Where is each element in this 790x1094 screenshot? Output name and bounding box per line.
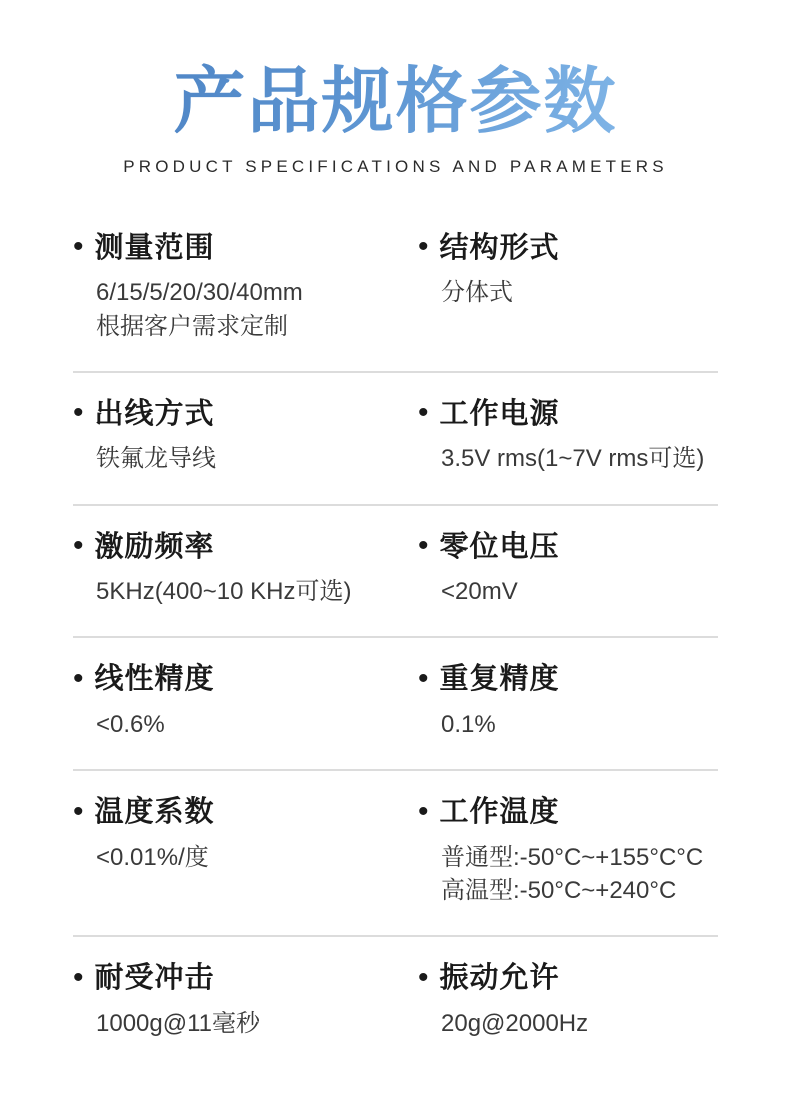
spec-item (73, 662, 418, 741)
spec-item (418, 530, 718, 609)
bullet-icon: • (73, 794, 84, 828)
spec-row (73, 771, 718, 937)
page-subtitle: PRODUCT SPECIFICATIONS AND PARAMETERS (123, 156, 668, 176)
spec-item (73, 231, 418, 343)
bullet-icon: • (418, 528, 429, 562)
bullet-icon: • (73, 960, 84, 994)
spec-row (73, 207, 718, 373)
spec-value: 6/15/5/20/30/40mm (96, 279, 303, 307)
spec-heading (73, 961, 418, 996)
spec-item (418, 231, 718, 343)
spec-row (73, 638, 718, 771)
spec-heading (73, 530, 418, 565)
spec-value: <0.01%/度 (96, 844, 209, 872)
spec-heading (418, 530, 718, 565)
spec-row (73, 937, 718, 1068)
spec-values (73, 276, 418, 342)
spec-item (418, 961, 718, 1040)
bullet-icon: • (418, 960, 429, 994)
page-title: 产品规格参数 (73, 62, 718, 143)
spec-value: 根据客户需求定制 (96, 312, 288, 340)
spec-item (73, 530, 418, 609)
spec-label: 工作温度 (439, 796, 560, 829)
spec-item (418, 662, 718, 741)
bullet-icon: • (73, 230, 84, 264)
spec-values (418, 708, 718, 741)
bullet-icon: • (418, 661, 429, 695)
spec-heading (73, 231, 418, 266)
bullet-icon: • (418, 230, 429, 264)
spec-label: 结构形式 (439, 231, 560, 264)
spec-heading (418, 662, 718, 697)
spec-values (418, 276, 718, 309)
bullet-icon: • (418, 396, 429, 430)
spec-heading (73, 795, 418, 830)
spec-item (418, 795, 718, 907)
spec-values (418, 841, 718, 907)
page-header (73, 0, 718, 177)
spec-label: 激励频率 (94, 530, 215, 563)
spec-heading (418, 795, 718, 830)
spec-value: 0.1% (441, 711, 496, 739)
spec-value: 5KHz(400~10 KHz可选) (96, 578, 352, 606)
spec-label: 温度系数 (94, 796, 215, 829)
spec-value: 高温型:-50°C~+240°C (441, 877, 677, 905)
spec-heading (418, 961, 718, 996)
spec-value: <0.6% (96, 711, 165, 739)
spec-values (73, 575, 418, 608)
spec-values (418, 442, 718, 475)
spec-value: 铁氟龙导线 (96, 445, 216, 473)
bullet-icon: • (73, 396, 84, 430)
spec-value: 分体式 (441, 279, 513, 307)
spec-label: 耐受冲击 (94, 962, 215, 995)
spec-value: 3.5V rms(1~7V rms可选) (441, 445, 705, 473)
spec-heading (73, 662, 418, 697)
spec-heading (418, 231, 718, 266)
spec-item (418, 397, 718, 476)
spec-values (73, 1007, 418, 1040)
spec-values (418, 1007, 718, 1040)
spec-row (73, 506, 718, 639)
spec-value: 普通型:-50°C~+155°C°C (441, 844, 704, 872)
spec-list (73, 207, 718, 1069)
spec-heading (73, 397, 418, 432)
spec-item (73, 961, 418, 1040)
spec-label: 振动允许 (439, 962, 560, 995)
spec-label: 测量范围 (94, 231, 215, 264)
spec-values (418, 575, 718, 608)
spec-item (73, 795, 418, 907)
spec-item (73, 397, 418, 476)
bullet-icon: • (73, 661, 84, 695)
spec-value: <20mV (441, 578, 518, 606)
spec-label: 重复精度 (439, 663, 560, 696)
bullet-icon: • (418, 794, 429, 828)
spec-row (73, 373, 718, 506)
spec-heading (418, 397, 718, 432)
spec-label: 线性精度 (94, 663, 215, 696)
spec-values (73, 841, 418, 874)
spec-label: 零位电压 (439, 530, 560, 563)
spec-values (73, 442, 418, 475)
bullet-icon: • (73, 528, 84, 562)
spec-label: 出线方式 (94, 397, 215, 430)
spec-label: 工作电源 (439, 397, 560, 430)
spec-value: 20g@2000Hz (441, 1010, 589, 1038)
spec-value: 1000g@11毫秒 (96, 1010, 261, 1038)
spec-values (73, 708, 418, 741)
